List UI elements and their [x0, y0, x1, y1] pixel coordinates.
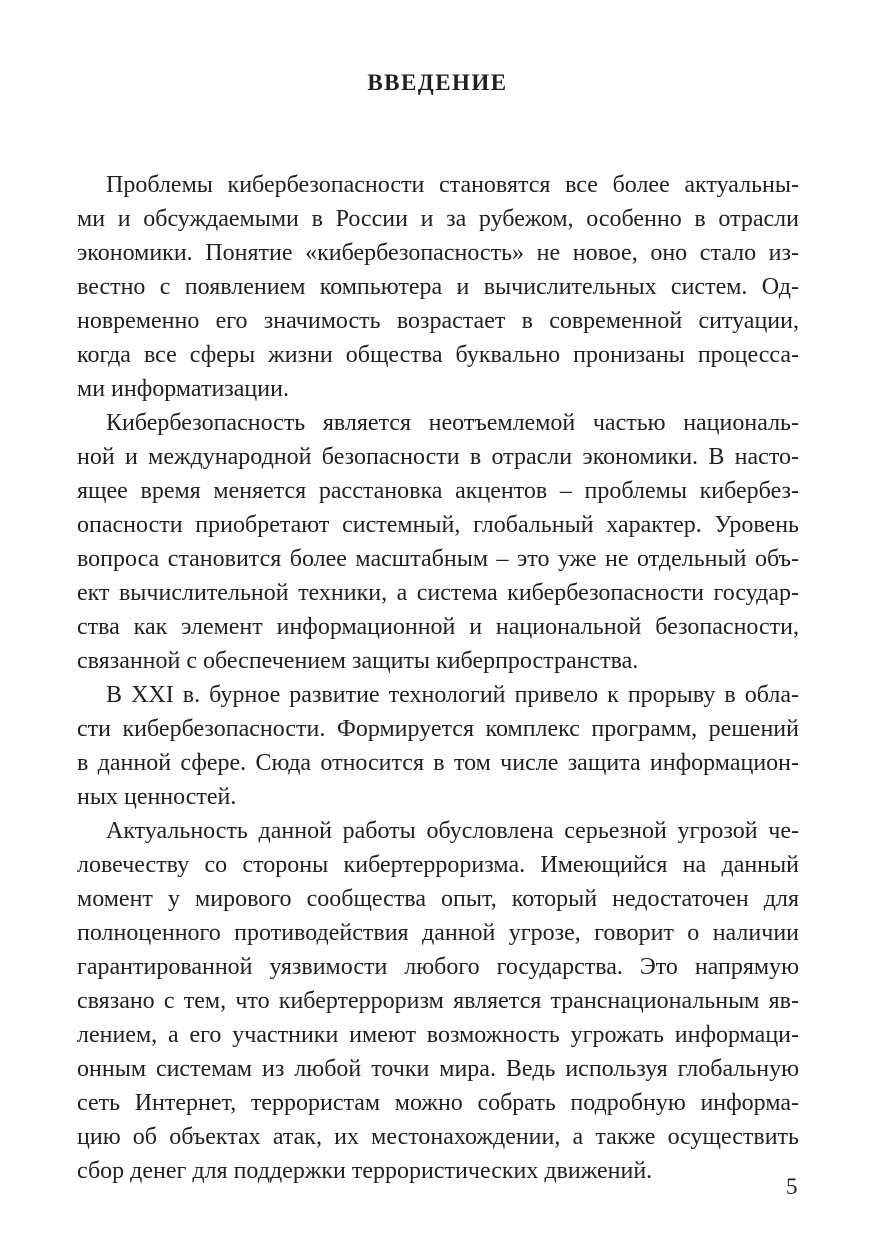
- text-line: связано с тем, что кибертерроризм является транснациональным яв-: [77, 988, 799, 1014]
- text-line: ми и обсуждаемыми в России и за рубежом, особенно в отрасли: [77, 206, 799, 232]
- text-line: лением, а его участники имеют возможность угрожать информаци-: [77, 1022, 799, 1048]
- text-line: ми информатизации.: [77, 376, 289, 402]
- text-line: ных ценностей.: [77, 784, 237, 810]
- text-line: Кибербезопасность является неотъемлемой частью националь-: [106, 410, 799, 436]
- paragraph-3: [77, 678, 799, 814]
- text-line: вестно с появлением компьютера и вычислительных систем. Од-: [77, 274, 799, 300]
- text-line: опасности приобретают системный, глобальный характер. Уровень: [77, 512, 799, 538]
- text-line: гарантированной уязвимости любого государства. Это напрямую: [77, 954, 799, 980]
- text-line: ект вычислительной техники, а система кибербезопасности государ-: [77, 580, 799, 606]
- text-line: вопроса становится более масштабным – это уже не отдельный объ-: [77, 546, 799, 572]
- text-line: полноценного противодействия данной угрозе, говорит о наличии: [77, 920, 799, 946]
- body-text: [77, 168, 799, 1188]
- text-line: ящее время меняется расстановка акцентов – проблемы кибербез-: [77, 478, 799, 504]
- text-line: онным системам из любой точки мира. Ведь используя глобальную: [77, 1056, 799, 1082]
- paragraph-4: [77, 814, 799, 1188]
- page-number: 5: [786, 1174, 798, 1199]
- paragraph-2: [77, 406, 799, 678]
- text-line: момент у мирового сообщества опыт, который недостаточен для: [77, 886, 799, 912]
- text-line: сбор денег для поддержки террористических движений.: [77, 1158, 653, 1184]
- text-line: в данной сфере. Сюда относится в том числе защита информацион-: [77, 750, 799, 776]
- text-line: ства как элемент информационной и национальной безопасности,: [77, 614, 799, 640]
- text-line: Проблемы кибербезопасности становятся все более актуальны-: [106, 172, 799, 198]
- text-line: ловечеству со стороны кибертерроризма. Имеющийся на данный: [77, 852, 799, 878]
- text-line: сеть Интернет, террористам можно собрать подробную информа-: [77, 1090, 799, 1116]
- text-line: ной и международной безопасности в отрасли экономики. В насто-: [77, 444, 799, 470]
- text-line: новременно его значимость возрастает в современной ситуации,: [77, 308, 799, 334]
- text-line: связанной с обеспечением защиты киберпространства.: [77, 648, 639, 674]
- text-line: цию об объектах атак, их местонахождении, а также осуществить: [77, 1124, 799, 1150]
- text-line: сти кибербезопасности. Формируется комплекс программ, решений: [77, 716, 799, 742]
- paragraph-1: [77, 168, 799, 406]
- text-line: когда все сферы жизни общества буквально пронизаны процесса-: [77, 342, 799, 368]
- text-line: Актуальность данной работы обусловлена серьезной угрозой че-: [106, 818, 799, 844]
- page-title: ВВЕДЕНИЕ: [367, 70, 508, 95]
- text-line: В XXI в. бурное развитие технологий привело к прорыву в обла-: [106, 682, 799, 708]
- text-line: экономики. Понятие «кибербезопасность» не новое, оно стало из-: [77, 240, 799, 266]
